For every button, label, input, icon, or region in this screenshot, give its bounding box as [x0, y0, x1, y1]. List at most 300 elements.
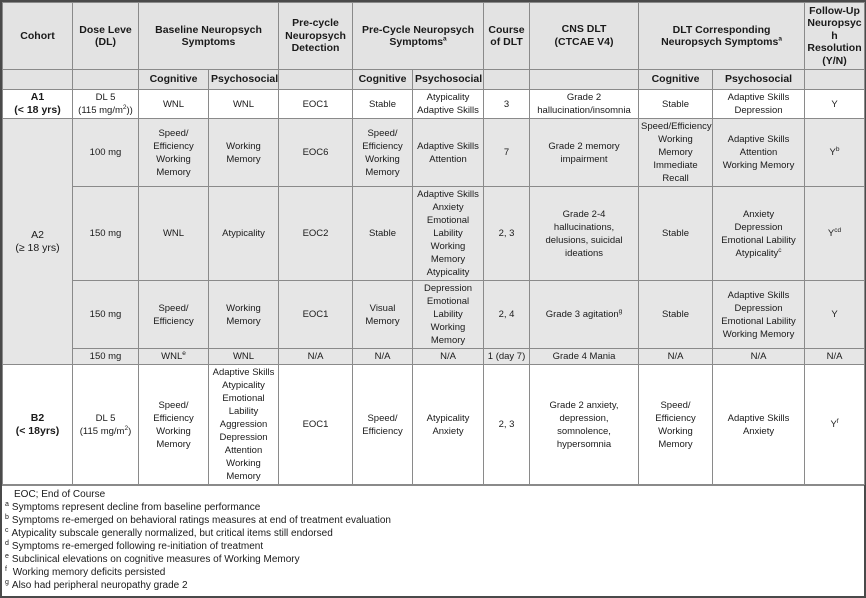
cell-line-text: Working Memory [226, 458, 261, 482]
table-row-b2 [3, 365, 865, 485]
cell-line [715, 412, 802, 425]
detection-cell: EOC1 [279, 365, 353, 485]
cell-line [415, 266, 481, 279]
subheader-baseline-psychosocial: Psychosocial [209, 70, 279, 90]
table-row-a2-1 [3, 119, 865, 187]
pre-psy-cell [413, 281, 484, 349]
dose-cell [73, 90, 139, 119]
footnote-ref: e [182, 349, 186, 357]
cell-line-text: Working [658, 134, 693, 145]
cell-line-text: Depression [734, 105, 783, 116]
pre-psy-cell [413, 365, 484, 485]
footnote-text: Working memory deficits persisted [9, 567, 166, 578]
followup-cell: N/A [805, 349, 865, 365]
cohort-cell [3, 365, 73, 485]
cell-line [715, 289, 802, 302]
cell-line [211, 302, 276, 315]
footnotes [2, 485, 864, 596]
dose-sup: 2 [124, 424, 129, 432]
footnote-mark: f [5, 565, 7, 573]
subheader-blank [3, 70, 73, 90]
header-precycle-symptoms [353, 3, 484, 70]
cns-value: Grade 3 agitation [545, 309, 619, 320]
table-row-a2-2 [3, 187, 865, 281]
followup-value: Y [830, 419, 837, 430]
cell-line-text: Adaptive Skills [727, 134, 790, 145]
footnote-item [5, 540, 864, 553]
cell-line [355, 315, 410, 328]
cell-line [641, 120, 710, 133]
cell-line [641, 438, 710, 451]
cell-line-text: Grade 2 memory [548, 140, 620, 152]
header-dose-level: Dose Leve (DL) [73, 3, 139, 70]
cell-line-text: Depression [423, 283, 473, 294]
dlt-cog-cell: Stable [639, 281, 713, 349]
followup-cell: Y [805, 90, 865, 119]
cell-line-text: Atypicality [222, 380, 265, 391]
cell-line [715, 159, 802, 172]
pre-cog-cell: Stable [353, 90, 413, 119]
dose-line1: DL 5 [95, 92, 116, 103]
cell-line [141, 399, 206, 412]
cell-line [532, 140, 636, 153]
detection-cell: N/A [279, 349, 353, 365]
cell-line-text: Emotional Lability [721, 234, 796, 246]
baseline-psy-cell [209, 365, 279, 485]
footnote-item [5, 566, 864, 579]
cell-line [532, 399, 636, 412]
subheader-baseline-cognitive: Cognitive [139, 70, 209, 90]
cell-line-text: impairment [560, 153, 608, 165]
cell-line [211, 405, 276, 418]
course-cell: 2, 4 [484, 281, 530, 349]
cell-line [715, 104, 802, 117]
cell-line [141, 438, 206, 451]
header-cohort: Cohort [3, 3, 73, 70]
cell-line [211, 153, 276, 166]
cohort-age: (< 18 yrs) [14, 104, 61, 116]
cell-line-text: Efficiency [362, 425, 403, 437]
cell-line-text: Aggression [219, 419, 268, 430]
footnote-ref: c [778, 246, 782, 254]
cell-line [532, 104, 636, 117]
dlt-cog-cell [639, 119, 713, 187]
baseline-cog-cell [139, 349, 209, 365]
cell-line-text: Memory [365, 315, 400, 327]
cell-line [141, 302, 206, 315]
header-course-of-dlt: Course of DLT [484, 3, 530, 70]
cell-line [415, 188, 481, 201]
followup-cell [805, 119, 865, 187]
footnote-item [5, 579, 864, 592]
footnote-ref: cd [834, 226, 842, 234]
dose-cell: 150 mg [73, 349, 139, 365]
dose-cell: 150 mg [73, 281, 139, 349]
pre-psy-cell [413, 90, 484, 119]
pre-psy-cell [413, 187, 484, 281]
baseline-cog-cell [139, 281, 209, 349]
followup-cell [805, 187, 865, 281]
cell-line-text: Emotional [222, 393, 265, 404]
dose-end: ) [128, 425, 132, 437]
cell-line-text: Efficiency [655, 412, 696, 424]
subheader-blank [279, 70, 353, 90]
cell-line-text: Lability [228, 406, 259, 417]
dlt-cog-cell [639, 365, 713, 485]
cell-line-text: Atypicality [426, 267, 470, 278]
followup-cell: Y [805, 281, 865, 349]
course-cell: 7 [484, 119, 530, 187]
cell-line-text: Efficiency [153, 412, 194, 424]
subheader-blank [805, 70, 865, 90]
cell-line [141, 425, 206, 438]
dose-line1: DL 5 [95, 412, 116, 424]
cell-line-text: Depression [734, 302, 783, 314]
subheader-blank [73, 70, 139, 90]
cell-line [211, 431, 276, 444]
cell-line-text: Working Memory [430, 322, 466, 346]
cell-line-text: Anxiety [432, 425, 464, 437]
cell-line-text: Atypicality [426, 92, 470, 103]
cell-line-text: Speed/ [660, 399, 691, 411]
cell-line-text: Attention [224, 445, 263, 456]
cell-line [641, 412, 710, 425]
cell-line [355, 127, 410, 140]
cell-line-text: Memory [365, 166, 400, 178]
cell-line [415, 240, 481, 266]
cell-line-text: Working Memory [430, 241, 466, 265]
cell-line [211, 379, 276, 392]
cell-line-text: Grade 2 [566, 92, 602, 103]
footnote-text: Symptoms represent decline from baseline performance [11, 502, 261, 513]
dlt-cog-cell: Stable [639, 90, 713, 119]
cell-line [355, 166, 410, 179]
cell-line [141, 140, 206, 153]
header-cns-dlt [530, 3, 639, 70]
cell-line [355, 412, 410, 425]
cell-line [715, 315, 802, 328]
cohort-label: A2 [31, 228, 44, 241]
pre-psy-cell: N/A [413, 349, 484, 365]
cns-cell [530, 119, 639, 187]
cell-line [532, 153, 636, 166]
cell-line-text: Adaptive Skills [727, 92, 790, 103]
cell-line-text: Memory [658, 438, 693, 450]
footnote-mark: g [5, 578, 9, 586]
cell-line-text: Attention [739, 147, 778, 158]
pre-cog-cell: N/A [353, 349, 413, 365]
dose-line2: (115 mg/m [78, 105, 123, 116]
dlt-psy-cell [713, 365, 805, 485]
cell-line-text: Depression [734, 221, 783, 233]
footnote-text: Symptoms re-emerged on behavioral ratings measures at end of treatment evaluation [11, 515, 391, 526]
cell-line [532, 247, 636, 260]
cns-cell [530, 365, 639, 485]
cell-line-text: Speed/ [158, 399, 189, 411]
footnote-text: Also had peripheral neuropathy grade 2 [11, 580, 188, 591]
dose-cell: 150 mg [73, 187, 139, 281]
cell-line [641, 146, 710, 159]
cell-line-text: Speed/Efficiency [641, 121, 712, 132]
cell-line-text: hallucination/insomnia [537, 105, 631, 116]
cell-line [415, 201, 481, 214]
dlt-psy-cell: N/A [713, 349, 805, 365]
header-dlt-corresponding [639, 3, 805, 70]
cell-line [211, 392, 276, 405]
cell-line-text: Speed/ [367, 412, 398, 424]
dlt-psy-cell [713, 119, 805, 187]
baseline-psy-cell [209, 281, 279, 349]
cell-line-text: Working [226, 302, 261, 314]
cell-line-text: Emotional Lability [426, 215, 470, 239]
cell-line [141, 127, 206, 140]
dlt-cog-cell: N/A [639, 349, 713, 365]
cell-line [415, 214, 481, 240]
course-cell: 2, 3 [484, 187, 530, 281]
detection-cell: EOC2 [279, 187, 353, 281]
cell-line-text: Adaptive Skills [727, 412, 790, 424]
cell-line [141, 315, 206, 328]
cell-line [532, 438, 636, 451]
cell-line [141, 153, 206, 166]
cell-line-text: Anxiety [432, 202, 464, 213]
cell-line [415, 425, 481, 438]
cell-line [532, 91, 636, 104]
cell-line-text: Working [156, 425, 191, 437]
cell-line-text: Speed/ [158, 302, 189, 314]
cell-line-text: Working [658, 425, 693, 437]
pre-cog-cell [353, 365, 413, 485]
dose-cell [73, 365, 139, 485]
cell-line [355, 425, 410, 438]
cns-cell: Grade 4 Mania [530, 349, 639, 365]
subheader-row [3, 70, 865, 90]
pre-cog-cell [353, 281, 413, 349]
header-precycle-symptoms-text: Pre-Cycle Neuropsych Symptoms [361, 23, 475, 48]
cell-line-text: Working Memory [722, 160, 795, 171]
cell-line [715, 91, 802, 104]
cell-line [715, 146, 802, 159]
footnote-list [5, 501, 864, 592]
cell-line [715, 328, 802, 341]
cell-line-text: Efficiency [153, 315, 194, 327]
cell-line [141, 412, 206, 425]
cell-line [532, 208, 636, 234]
cell-line [415, 295, 481, 321]
cell-line [532, 234, 636, 247]
cell-line [355, 153, 410, 166]
detection-cell: EOC1 [279, 90, 353, 119]
cell-line-text: Adaptive Skills [212, 367, 275, 378]
cell-line-text: Adaptive Skills [417, 189, 479, 200]
cell-line [355, 140, 410, 153]
cell-line-text: ideations [565, 247, 604, 259]
cell-line-text: Immediate [653, 160, 698, 171]
footnote-item [5, 501, 864, 514]
header-cns-dlt-line2: (CTCAE V4) [554, 36, 614, 48]
baseline-psy-cell: Atypicality [209, 187, 279, 281]
footnote-ref: b [835, 145, 840, 153]
dose-cell: 100 mg [73, 119, 139, 187]
course-cell: 1 (day 7) [484, 349, 530, 365]
dose-line2: (115 mg/m [79, 425, 125, 437]
cell-line [715, 133, 802, 146]
table-row-a2-4 [3, 349, 865, 365]
cell-line-text: Grade 2 anxiety, [549, 399, 619, 411]
cell-line-text: Working [365, 153, 400, 165]
followup-value: Y [827, 228, 835, 239]
dlt-psy-cell [713, 90, 805, 119]
footnote-item [5, 514, 864, 527]
cohort-age: (< 18yrs) [15, 424, 60, 437]
cell-line [641, 172, 710, 185]
cell-line-text: Efficiency [362, 140, 403, 152]
footnote-text: Atypicality subscale generally normalized, but critical items still endorsed [11, 528, 333, 539]
cell-line [715, 425, 802, 438]
cell-line-text: Working [226, 140, 261, 152]
baseline-psy-cell: WNL [209, 90, 279, 119]
cell-line-text: Memory [156, 438, 191, 450]
cell-line-text: Atypicality [426, 412, 470, 424]
cell-line-text: Atypicality [735, 247, 779, 259]
cell-line [715, 221, 802, 234]
cell-line-text: Emotional Lability [426, 296, 470, 320]
cell-line-text: Adaptive Skills [417, 140, 479, 152]
footnote-eoc: EOC; End of Course [14, 489, 106, 500]
cohort-label: B2 [30, 411, 45, 424]
cell-line [715, 234, 802, 247]
header-dlt-corresponding-text: DLT Corresponding Neuropsych Symptoms [661, 23, 779, 48]
cell-line-text: Adaptive Skills [417, 105, 479, 116]
followup-cell [805, 365, 865, 485]
footnote-mark: c [5, 526, 9, 534]
cell-line-text: Speed/ [367, 127, 398, 139]
cell-line-text: delusions, suicidal [545, 234, 623, 246]
cell-line [715, 208, 802, 221]
cell-line [532, 412, 636, 438]
cohort-cell [3, 90, 73, 119]
cell-line-text: depression, somnolence, [557, 412, 611, 437]
cns-cell [530, 281, 639, 349]
cell-line-text: Memory [658, 147, 693, 158]
baseline-psy-cell: WNL [209, 349, 279, 365]
cell-line-text: Anxiety [742, 425, 775, 437]
cell-line [211, 315, 276, 328]
cell-line [415, 140, 481, 153]
header-cns-dlt-line1: CNS DLT [561, 23, 607, 35]
footnote-mark: a [5, 500, 9, 508]
course-cell: 3 [484, 90, 530, 119]
cell-line-text: Memory [226, 315, 261, 327]
baseline-cog-cell: WNL [139, 187, 209, 281]
cell-line [415, 104, 481, 117]
cell-line [211, 366, 276, 379]
detection-cell: EOC1 [279, 281, 353, 349]
dlt-psy-cell [713, 187, 805, 281]
subheader-precycle-cognitive: Cognitive [353, 70, 413, 90]
cell-line [715, 247, 802, 260]
header-baseline: Baseline Neuropsych Symptoms [139, 3, 279, 70]
header-precycle-detection: Pre-cycle Neuropsych Detection [279, 3, 353, 70]
cell-line-text: Attention [429, 153, 467, 165]
footnote-item [5, 527, 864, 540]
header-followup: Follow-Up Neuropsyc h Resolution (Y/N) [805, 3, 865, 70]
cell-line [211, 418, 276, 431]
cell-line [211, 457, 276, 483]
cell-line-text: Anxiety [742, 208, 775, 220]
cohort-age: (≥ 18 yrs) [15, 241, 60, 254]
dose-end: )) [126, 105, 133, 116]
cell-line-text: Emotional Lability [721, 315, 796, 327]
subheader-blank [530, 70, 639, 90]
cell-line [641, 399, 710, 412]
footnote-text: Subclinical elevations on cognitive measures of Working Memory [11, 554, 300, 565]
cell-line [641, 425, 710, 438]
cell-line [141, 166, 206, 179]
pre-psy-cell [413, 119, 484, 187]
footnote-mark: d [5, 539, 9, 547]
cell-line [211, 140, 276, 153]
dlt-psy-cell [713, 281, 805, 349]
cell-line [415, 321, 481, 347]
cns-cell [530, 187, 639, 281]
baseline-cog-cell: WNL [139, 90, 209, 119]
dose-sup: 2 [122, 103, 127, 111]
cell-line [355, 302, 410, 315]
cell-line-text: Speed/ [158, 127, 189, 139]
baseline-cog-cell [139, 365, 209, 485]
cell-line-text: Recall [662, 173, 689, 184]
subheader-precycle-psychosocial: Psychosocial [413, 70, 484, 90]
footnote-mark: e [5, 552, 9, 560]
neuropsych-dlt-table [2, 2, 865, 485]
cell-line-text: Adaptive Skills [727, 289, 790, 301]
cell-line-text: Memory [226, 153, 261, 165]
cell-line-text: hypersomnia [556, 438, 612, 450]
cell-line [415, 412, 481, 425]
header-row [3, 3, 865, 70]
table-row-a1 [3, 90, 865, 119]
pre-cog-cell [353, 119, 413, 187]
footnote-mark: b [5, 513, 9, 521]
baseline-cog-value: WNL [161, 351, 183, 362]
course-cell: 2, 3 [484, 365, 530, 485]
cell-line [415, 282, 481, 295]
cell-line-text: Grade 2-4 hallucinations, [553, 208, 615, 233]
footnote-ref: g [618, 307, 623, 315]
cell-line-text: Working Memory [722, 328, 795, 340]
baseline-cog-cell [139, 119, 209, 187]
cell-line [415, 153, 481, 166]
pre-cog-cell: Stable [353, 187, 413, 281]
dlt-cog-cell: Stable [639, 187, 713, 281]
cell-line [641, 133, 710, 146]
footnote-ref: a [443, 35, 447, 43]
subheader-dlt-cognitive: Cognitive [639, 70, 713, 90]
cell-line-text: Memory [156, 166, 191, 178]
subheader-dlt-psychosocial: Psychosocial [713, 70, 805, 90]
cell-line [715, 302, 802, 315]
cell-line [641, 159, 710, 172]
footnote-text: Symptoms re-emerged following re-initiation of treatment [11, 541, 264, 552]
cns-cell [530, 90, 639, 119]
detection-cell: EOC6 [279, 119, 353, 187]
cell-line-text: Visual [369, 302, 396, 314]
cell-line [415, 91, 481, 104]
cell-line-text: Depression [219, 432, 268, 443]
subheader-blank [484, 70, 530, 90]
followup-value: Y [829, 147, 836, 158]
